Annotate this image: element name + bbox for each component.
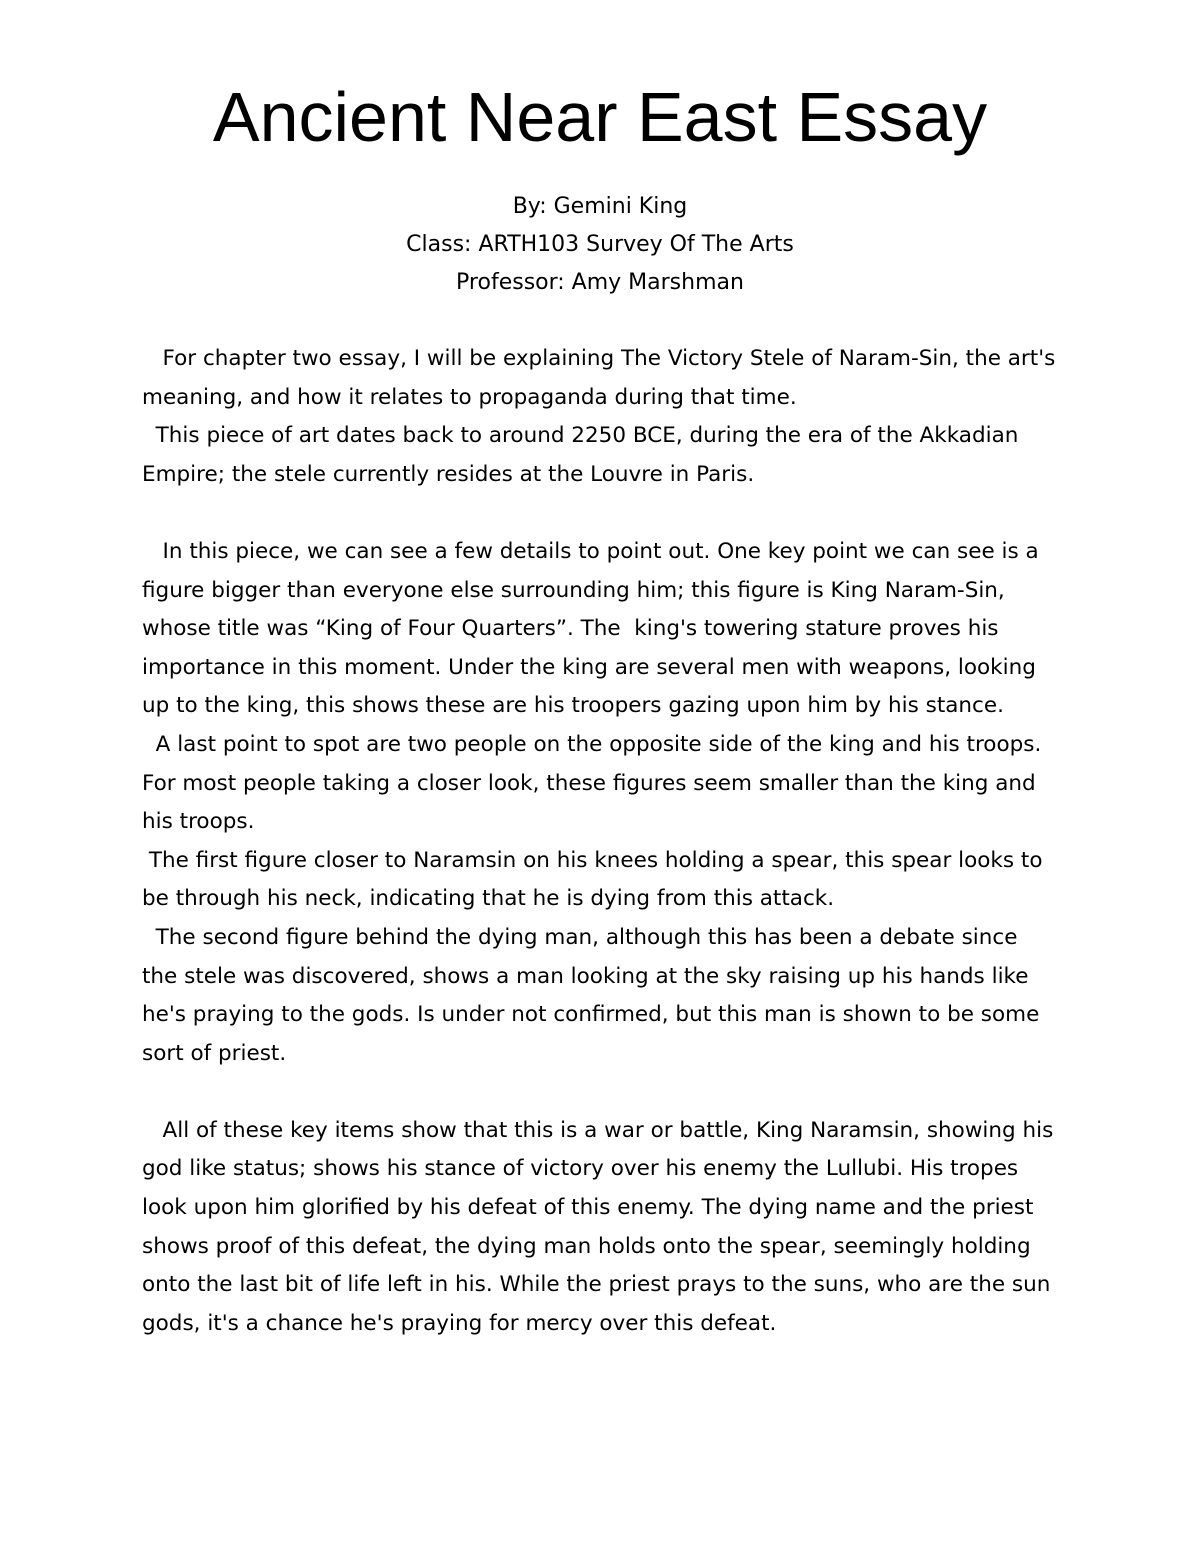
paragraph-details: In this piece, we can see a few details to point out. One key point we can see is a figure bigger than everyone else surrounding him; this figure is King Naram-Sin, whose title was “King of Four Quarters”. The king's towering stature proves his importance in this moment. Under the king are several men with weapons, looking up to the king, this shows these are his troopers gazing upon him by his stance. bbox=[142, 538, 1046, 719]
paragraph-conclusion: All of these key items show that this is a war or battle, King Naramsin, showing his god like status; shows his stance of victory over his enemy the Lullubi. His tropes look upon him glorified by his defeat of this enemy. The dying name and the priest shows proof of this defeat, the dying man holds onto the spear, seemingly holding onto the last bit of life left in his. While the priest prays to the suns, who are the sun gods, it's a chance he's praying for mercy over this defeat. bbox=[142, 1117, 1061, 1336]
document-title: Ancient Near East Essay bbox=[212, 78, 988, 156]
document-header-info bbox=[142, 188, 1058, 302]
professor-line: Professor: Amy Marshman bbox=[456, 270, 744, 295]
essay-body bbox=[142, 340, 1063, 1343]
paragraph-first-figure: The first figure closer to Naramsin on his knees holding a spear, this spear looks to be through his neck, indicating that he is dying from this attack. bbox=[142, 847, 1050, 912]
author-line: By: Gemini King bbox=[512, 194, 688, 219]
paragraph-second-figure: The second figure behind the dying man, although this has been a debate since the stele was discovered, shows a man looking at the sky raising up his hands like he's praying to the gods. Is under not confirmed, but this man is shown to be some sort of priest. bbox=[142, 924, 1047, 1066]
paragraph-opposite-figures: A last point to spot are two people on the opposite side of the king and his troops. For most people taking a closer look, these figures seem smaller than the king and his troops. bbox=[142, 731, 1049, 835]
paragraph-intro: For chapter two essay, I will be explaining The Victory Stele of Naram-Sin, the art's meaning, and how it relates to propaganda during that time. bbox=[142, 346, 1063, 410]
class-line: Class: ARTH103 Survey Of The Arts bbox=[406, 232, 794, 257]
paragraph-gap bbox=[142, 494, 1058, 533]
paragraph-gap bbox=[142, 1073, 1058, 1112]
paragraph-dating: This piece of art dates back to around 2250 BCE, during the era of the Akkadian Empire; the stele currently resides at the Louvre in Paris. bbox=[142, 423, 1026, 487]
